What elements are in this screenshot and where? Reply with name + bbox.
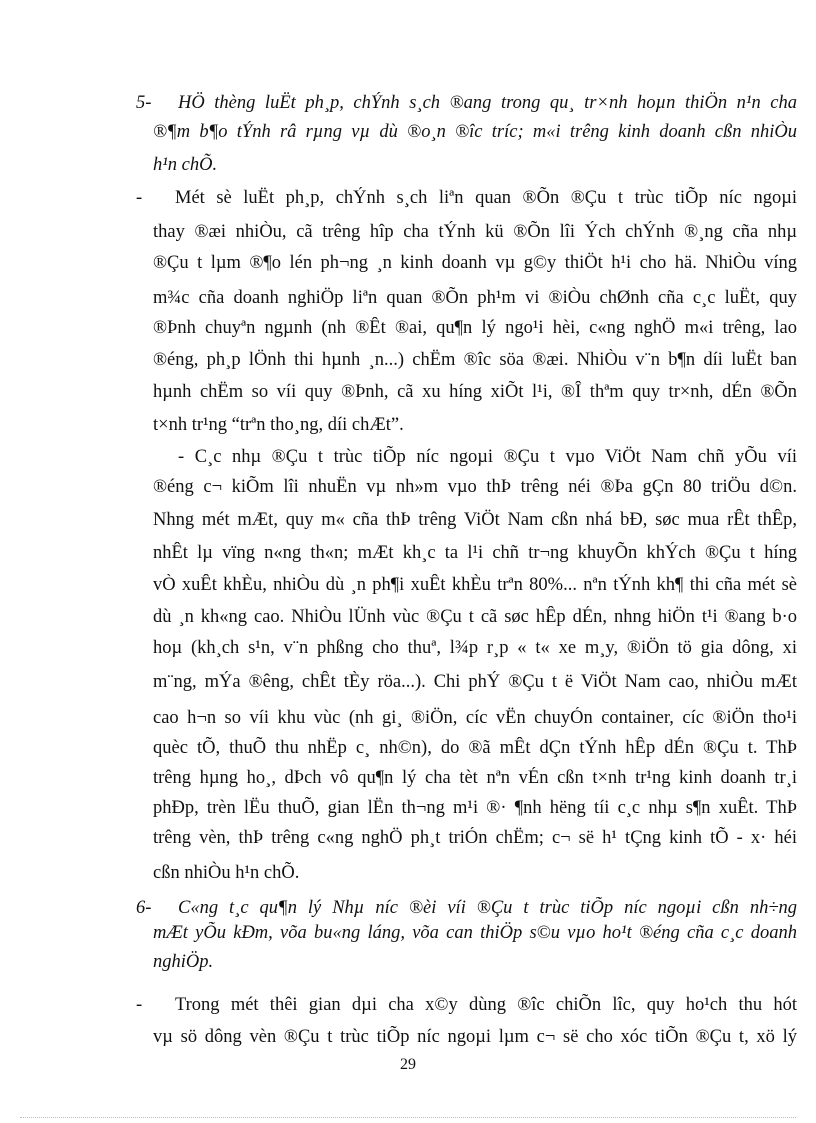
text-line: cao h¬n so víi khu vùc (nh gi¸ ®iÖn, cíc vËn chuyÓn container, cíc ®iÖn tho¹i — [153, 708, 797, 728]
text-line: cßn nhiÒu h¹n chÕ. — [153, 863, 300, 883]
text-line: Trong mét thêi gian dµi cha x©y dùng ®îc chiÕn lîc, quy ho¹ch thu hót — [175, 995, 797, 1015]
text-line: nhÊt lµ vïng n«ng th«n; mÆt kh¸c ta l¹i chñ tr¬ng khuyÕn khÝch ®Çu t híng — [153, 543, 797, 563]
text-line: dù ¸n kh«ng cao. NhiÒu lÜnh vùc ®Çu t cã søc hÊp dÉn, nhng hiÖn t¹i ®ang b·o — [153, 607, 797, 627]
text-line: - C¸c nhµ ®Çu t trùc tiÕp níc ngoµi ®Çu t vµo ViÖt Nam chñ yÕu víi — [178, 447, 797, 467]
text-line: m¨ng, mÝa ®êng, chÊt tÈy röa...). Chi phÝ ®Çu t ë ViÖt Nam cao, nhiÒu mÆt — [153, 672, 797, 692]
section-marker: 6- — [136, 898, 152, 918]
text-line: ®éng, ph¸p lÖnh thi hµnh ¸n...) chËm ®îc söa ®æi. NhiÒu v¨n b¶n díi luËt ban — [153, 350, 797, 370]
text-line: Nhng mét mÆt, quy m« cña thÞ trêng ViÖt Nam cßn nhá bÐ, søc mua rÊt thÊp, — [153, 510, 797, 530]
text-line: trêng vèn, thÞ trêng c«ng nghÖ ph¸t triÓn chËm; c¬ së h¹ tÇng kinh tÕ - x· héi — [153, 828, 797, 848]
page-number: 29 — [400, 1056, 416, 1073]
text-line: h¹n chÕ. — [153, 155, 218, 175]
text-line: ®Çu t lµm ®¶o lén ph¬ng ¸n kinh doanh vµ g©y thiÖt h¹i cho hä. NhiÒu víng — [153, 253, 797, 273]
page-bottom-divider — [20, 1117, 796, 1118]
text-line: ®Þnh chuyªn ngµnh (nh ®Êt ®ai, qu¶n lý ngo¹i hèi, c«ng nghÖ m«i trêng, lao — [153, 318, 797, 338]
text-line: vÒ xuÊt khÈu, nhiÒu dù ¸n ph¶i xuÊt khÈu trªn 80%... nªn tÝnh kh¶ thi cña mét sè — [153, 575, 797, 595]
text-line: Mét sè luËt ph¸p, chÝnh s¸ch liªn quan ®Õn ®Çu t trùc tiÕp níc ngoµi — [175, 188, 797, 208]
text-line: ®éng c¬ kiÕm lîi nhuËn vµ nh»m vµo thÞ trêng néi ®Þa gÇn 80 triÖu d©n. — [153, 477, 797, 497]
bullet-dash: - — [136, 188, 143, 208]
text-line: mÆt yÕu kÐm, võa bu«ng láng, võa can thiÖp s©u vµo ho¹t ®éng cña c¸c doanh — [153, 923, 797, 943]
text-line: phÐp, trèn lËu thuÕ, gian lËn th¬ng m¹i ®· ¶nh hëng tíi c¸c nhµ s¶n xuÊt. ThÞ — [153, 798, 797, 818]
text-line: ®¶m b¶o tÝnh râ rµng vµ dù ®o¸n ®îc tríc; m«i trêng kinh doanh cßn nhiÒu — [153, 122, 797, 142]
bullet-dash: - — [136, 995, 143, 1015]
text-line: quèc tÕ, thuÕ thu nhËp c¸ nh©n), do ®ã mÊt dÇn tÝnh hÊp dÉn ®Çu t. ThÞ — [153, 738, 797, 758]
text-line: hµnh chËm so víi quy ®Þnh, cã xu híng xiÕt l¹i, ®Î thªm quy tr×nh, dÉn ®Õn — [153, 382, 797, 402]
text-line: thay ®æi nhiÒu, cã trêng hîp cha tÝnh kü ®Õn lîi Ých chÝnh ®¸ng cña nhµ — [153, 222, 797, 242]
text-line: t×nh tr¹ng “trªn tho¸ng, díi chÆt”. — [153, 415, 404, 435]
text-line: C«ng t¸c qu¶n lý Nhµ níc ®èi víi ®Çu t trùc tiÕp níc ngoµi cßn nh÷ng — [178, 898, 797, 918]
section-marker: 5- — [136, 93, 152, 113]
text-line: HÖ thèng luËt ph¸p, chÝnh s¸ch ®ang trong qu¸ tr×nh hoµn thiÖn n¹n cha — [178, 93, 797, 113]
text-line: trêng hµng ho¸, dÞch vô qu¶n lý cha tèt nªn vÉn cßn t×nh tr¹ng kinh doanh tr¸i — [153, 768, 797, 788]
text-line: m¾c cña doanh nghiÖp liªn quan ®Õn ph¹m vi ®iÒu chØnh cña c¸c luËt, quy — [153, 288, 797, 308]
text-line: hoµ (kh¸ch s¹n, v¨n phßng cho thuª, l¾p r¸p « t« xe m¸y, ®iÖn tö gia dông, xi — [153, 638, 797, 658]
text-line: vµ sö dông vèn ®Çu t trùc tiÕp níc ngoµi lµm c¬ së cho xóc tiÕn ®Çu t, xö lý — [153, 1027, 797, 1047]
text-line: nghiÖp. — [153, 952, 214, 972]
